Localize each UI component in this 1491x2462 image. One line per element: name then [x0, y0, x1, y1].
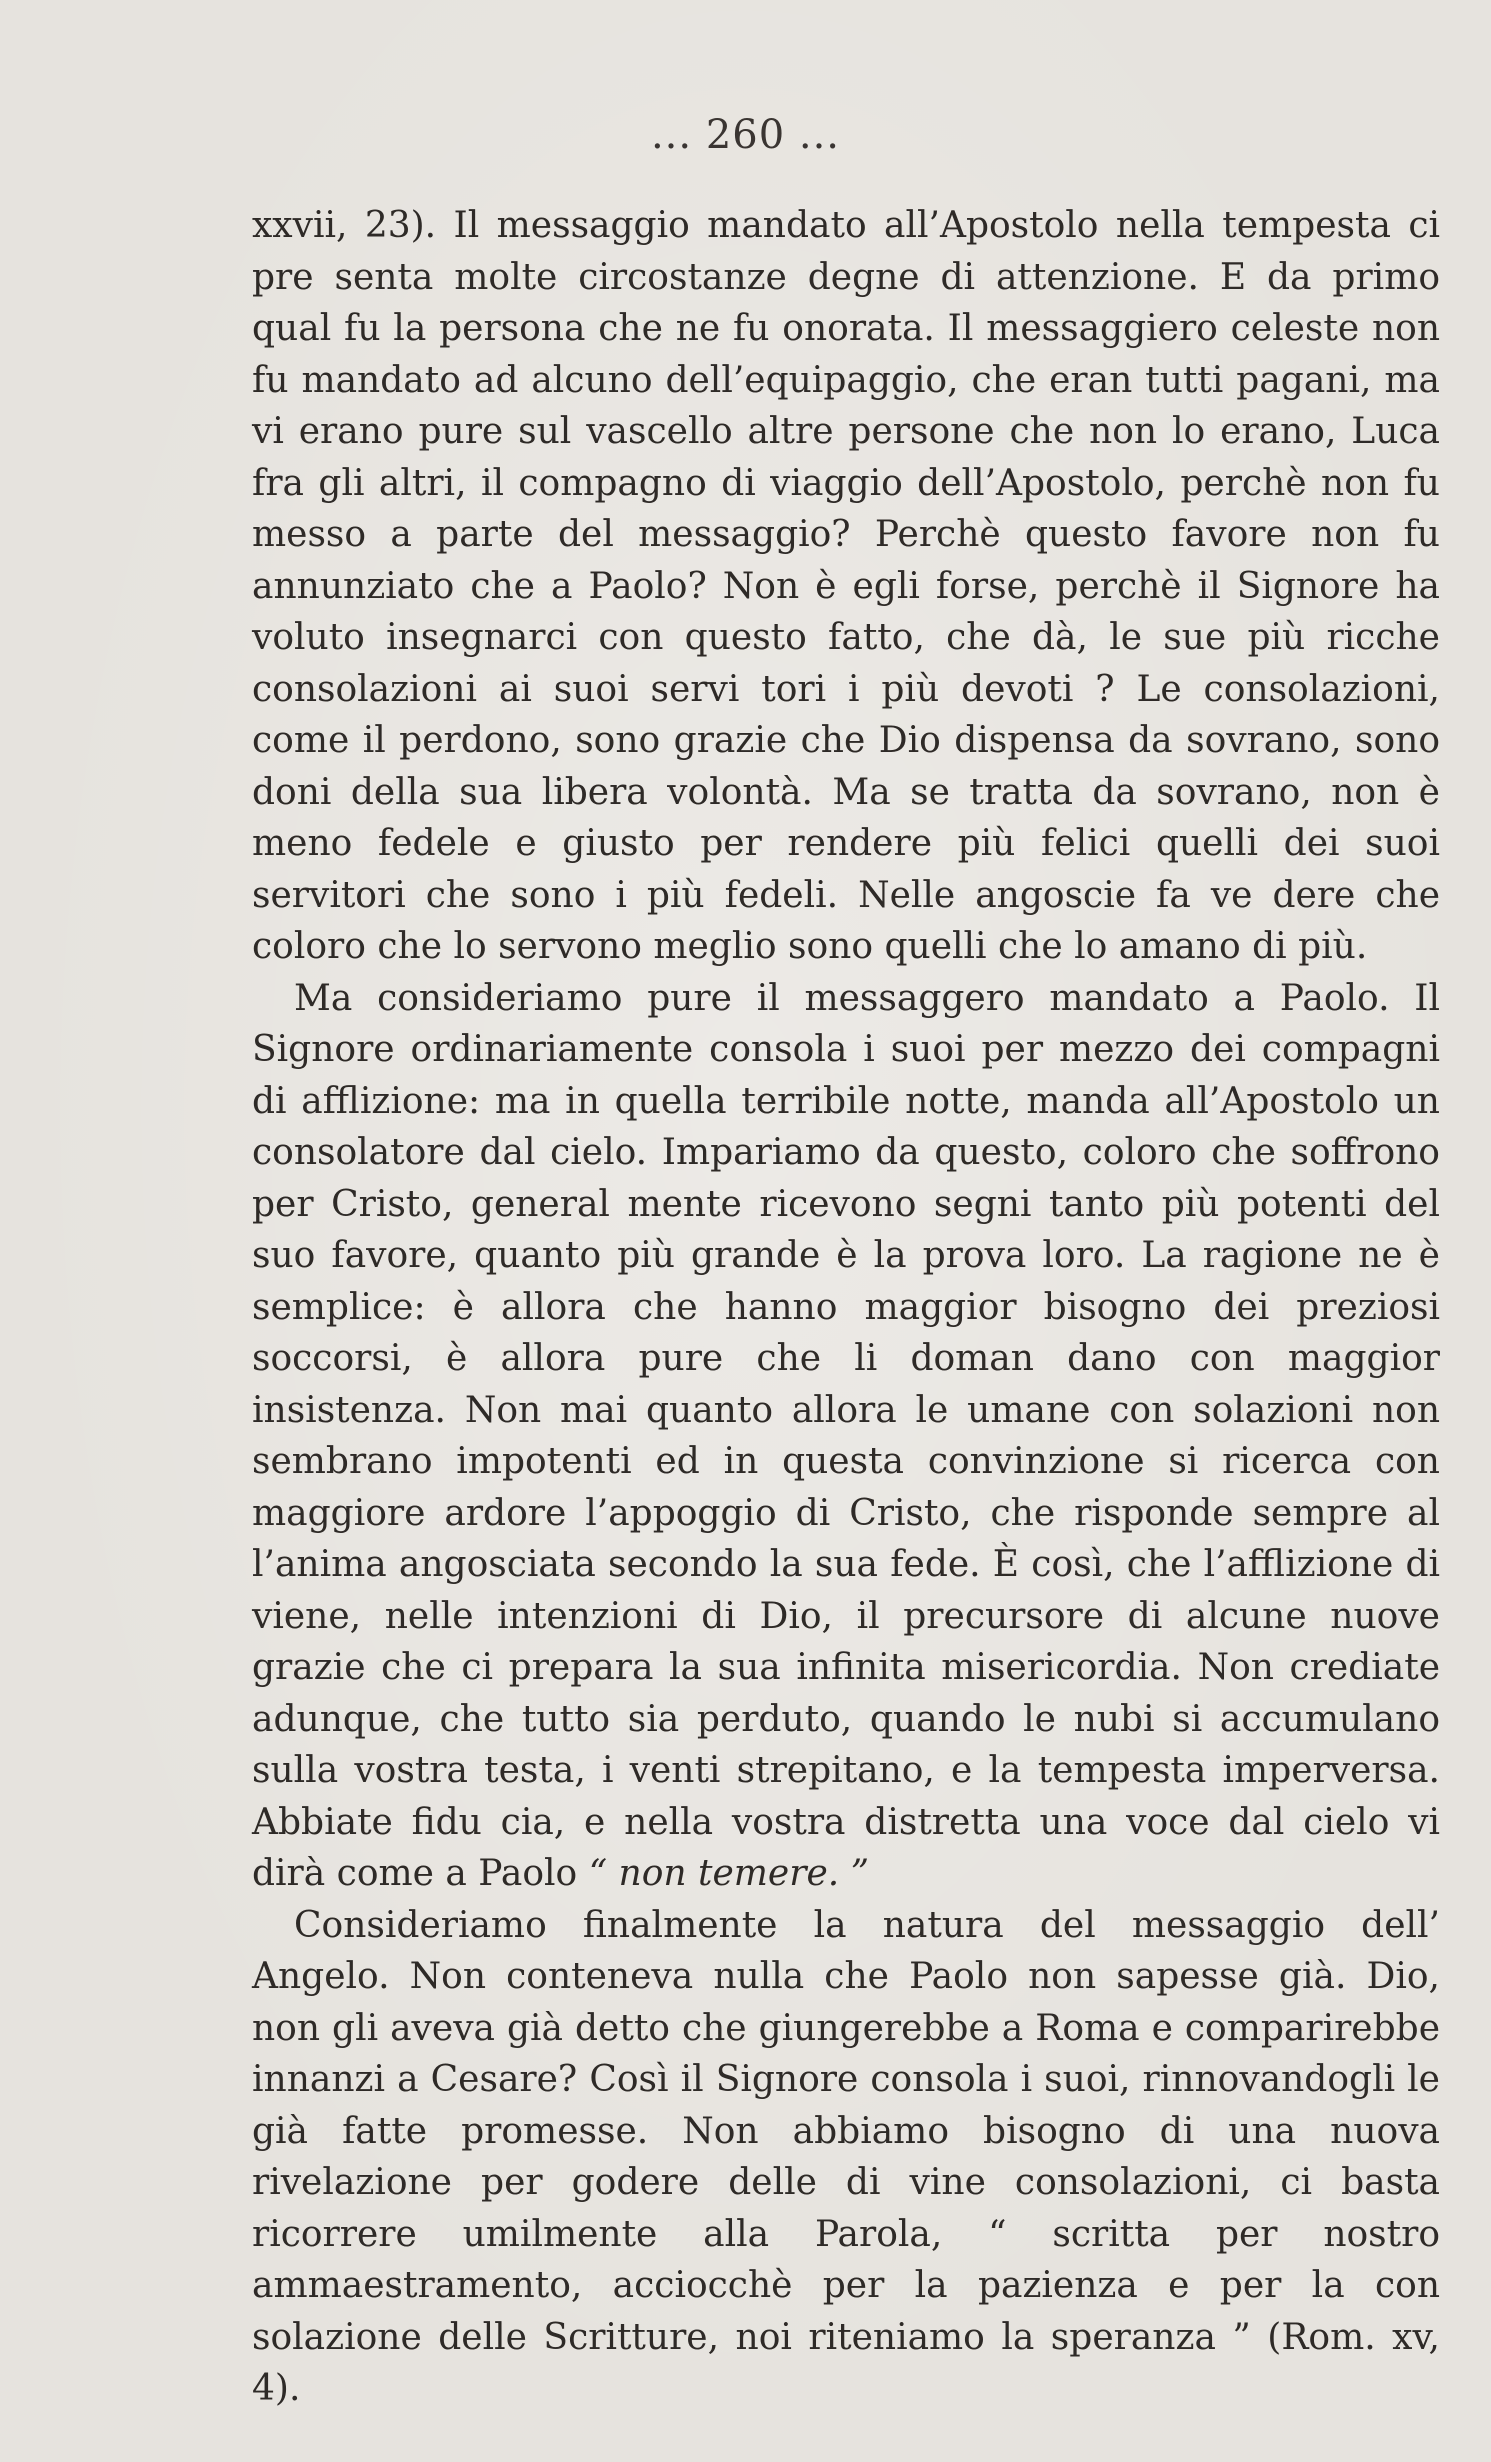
- text-line: senta molte circostanze degne di attenzione. E da primo qual fu la: [252, 256, 1440, 349]
- text-line: sul vascello altre persone che non lo erano, Luca fra gli altri, il: [252, 411, 1440, 504]
- text-line: Così il Signore consola i suoi, rinnovandogli le già fatte promesse.: [252, 2059, 1440, 2152]
- text-line: cielo. Impariamo da questo, coloro che soffrono per Cristo, general: [252, 1132, 1440, 1225]
- text-line: testa, i venti strepitano, e la tempesta imperversa. Abbiate fidu: [252, 1750, 1440, 1843]
- text-line: più.: [1298, 926, 1368, 967]
- text-line: Consideriamo finalmente la natura del messaggio dell’ Angelo.: [252, 1904, 1440, 1997]
- text-line: ad alcuno dell’equipaggio, che eran tutti pagani, ma vi erano pure: [252, 359, 1440, 452]
- text-line: Paolo? Non è egli forse, perchè il Signore ha voluto insegnarci: [252, 565, 1440, 658]
- text-line: dano con maggior insistenza. Non mai quanto allora le umane con: [252, 1338, 1440, 1431]
- text-line: viene, nelle intenzioni di Dio, il precursore di alcune nuove grazie: [252, 1595, 1440, 1688]
- paragraph-3: [252, 1900, 1440, 2415]
- text-line: per nostro ammaestramento, acciocchè per la pazienza e per la con: [252, 2213, 1440, 2306]
- text-line: tori i più devoti ? Le consolazioni, come il perdono, sono grazie che: [252, 668, 1440, 761]
- text-line: ma in quella terribile notte, manda all’Apostolo un consolatore dal: [252, 1080, 1440, 1173]
- text-line: ordinariamente consola i suoi per mezzo dei compagni di afflizione:: [252, 1029, 1440, 1122]
- text-line: dere che coloro che lo servono meglio sono quelli che lo amano di: [252, 874, 1441, 967]
- text-line: con maggiore ardore l’appoggio di Cristo, che risponde sempre al: [252, 1441, 1440, 1534]
- paragraph-1: [252, 200, 1440, 973]
- text-line: xxvii, 23). Il messaggio mandato all’Apostolo nella tempesta ci pre: [252, 205, 1440, 298]
- paragraph-2: [252, 973, 1440, 1900]
- text-line: persona che ne fu onorata. Il messaggiero celeste non fu mandato: [252, 308, 1440, 401]
- text-line: compagno di viaggio dell’Apostolo, perchè non fu messo a parte: [252, 462, 1440, 555]
- text-line: l’anima angosciata secondo la sua fede. È così, che l’afflizione di: [252, 1544, 1440, 1585]
- text-line: tratta da sovrano, non è meno fedele e giusto per rendere più felici: [252, 771, 1440, 864]
- text-line: che tutto sia perduto, quando le nubi si accumulano sulla vostra: [252, 1698, 1441, 1791]
- text-line: quelli dei suoi servitori che sono i più fedeli. Nelle angoscie fa ve: [252, 823, 1440, 916]
- text-line: cia, e nella vostra distretta una voce dal cielo vi dirà come a Paolo: [252, 1801, 1440, 1894]
- text-line: vine consolazioni, ci basta ricorrere umilmente alla Parola, “ scritta: [252, 2162, 1440, 2255]
- body-text: [252, 200, 1440, 2415]
- text-line: maggior bisogno dei preziosi soccorsi, è allora pure che li doman: [252, 1286, 1440, 1379]
- text-line: grande è la prova loro. La ragione ne è semplice: è allora che hanno: [252, 1235, 1440, 1328]
- text-line: che ci prepara la sua infinita misericordia. Non crediate adunque,: [252, 1647, 1441, 1740]
- text-line: “ non temere. ”: [588, 1853, 870, 1894]
- page-number: ... 260 ...: [650, 112, 841, 158]
- text-line: già detto che giungerebbe a Roma e comparirebbe innanzi a Cesare?: [252, 2007, 1440, 2100]
- text-line: solazioni non sembrano impotenti ed in questa convinzione si ricerca: [252, 1389, 1440, 1482]
- text-line: Ma consideriamo pure il messaggero mandato a Paolo. Il Signore: [252, 977, 1440, 1070]
- text-line: del messaggio? Perchè questo favore non fu annunziato che a: [252, 514, 1440, 607]
- text-line: Dio dispensa da sovrano, sono doni della sua libera volontà. Ma se: [252, 720, 1440, 813]
- text-line: Non conteneva nulla che Paolo non sapesse già. Dio, non gli aveva: [252, 1956, 1440, 2049]
- text-line: solazione delle Scritture, noi riteniamo la speranza ” (Rom. xv, 4).: [252, 2316, 1440, 2409]
- text-line: mente ricevono segni tanto più potenti del suo favore, quanto più: [252, 1183, 1441, 1276]
- text-line: Non abbiamo bisogno di una nuova rivelazione per godere delle di: [252, 2110, 1441, 2203]
- text-line: con questo fatto, che dà, le sue più ricche consolazioni ai suoi servi: [252, 617, 1440, 710]
